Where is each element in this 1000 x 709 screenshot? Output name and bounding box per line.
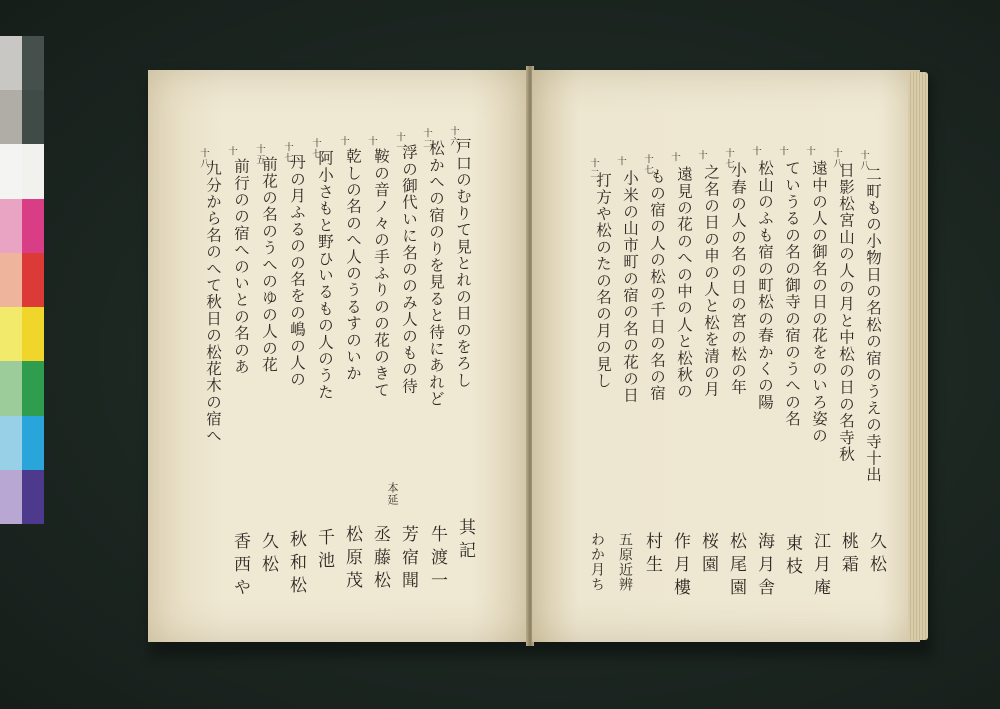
text-column: 浮の御代いに名ののみ人のもの待 [400,144,418,395]
color-patch-row [0,361,44,415]
text-column: 阿小さもと野ひいるもの人のうた [316,150,334,401]
column-number: 十 [226,146,237,157]
color-patch [0,361,22,415]
author-name: 海月舎 [754,532,774,601]
color-patch [0,307,22,361]
color-patch [22,470,44,524]
color-patch [0,253,22,307]
right-page [532,70,920,642]
column-number: 十五 [254,144,265,165]
text-column: 前花の名のうへのゆの人の花 [260,156,278,374]
color-patch-row [0,199,44,253]
color-patch [22,307,44,361]
text-column: 鞍の音ノ々の手ふりのの花のきて [372,148,390,399]
author-name: 久松 [866,532,886,578]
author-name: 丞藤松 [370,525,390,594]
author-name: 桜園 [698,532,718,578]
column-number: 十七 [642,154,653,175]
author-name: 香西や [230,532,250,601]
column-number: 十六 [448,126,459,147]
column-number: 十 [366,136,377,147]
author-name: 桃霜 [838,532,858,578]
color-patch [0,144,22,198]
text-column: 打方や松のたの名の月の見し [594,172,612,390]
text-column: 松山のふも宿の町松の春かくの陽 [756,160,774,411]
author-name: 松尾園 [726,532,746,601]
author-name: 松原茂 [342,525,362,594]
column-number: 十 [804,146,815,157]
color-patch [22,144,44,198]
color-patch [0,470,22,524]
column-number: 十 [338,136,349,147]
text-column: 小米の山市町の宿の名の花の日 [621,170,639,404]
color-patch-row [0,307,44,361]
text-column: 小春の人の名の日の宮の松の年 [729,162,747,396]
color-patch [0,90,22,144]
text-column: 丹の月ふるのの名をの嶋の人の [288,154,306,388]
column-number: 十八 [831,148,842,169]
column-number: 十 [669,152,680,163]
color-patch-row [0,470,44,524]
color-calibration-strip [0,36,44,524]
author-name: 江月庵 [810,532,830,601]
text-column: 松かへの宿のりを見ると待にあれど [427,140,445,408]
text-column: 前行のの宿へのいとの名のあ [232,158,250,376]
left-page [148,70,528,642]
author-name: 村生 [642,532,662,578]
color-patch [22,416,44,470]
author-name: 秋和松 [286,530,306,599]
text-column: 九分から名のへて秋日の松花木の宿へ [204,160,222,444]
author-name: 五原近辨 [617,532,633,592]
color-patch-row [0,90,44,144]
color-patch-row [0,36,44,90]
column-number: 十七 [310,138,321,159]
text-column: 乾しの名のへ人のうるすのいか [344,148,362,382]
column-number: 十七 [282,142,293,163]
text-column: 二町もの小物日の名松の宿のうえの寺十出 [864,166,882,484]
text-column: 之名の日の申の人と松を清の月 [702,164,720,398]
column-number: 十二 [421,128,432,149]
color-patch [22,90,44,144]
column-number: 十 [615,156,626,167]
column-number: 十八 [858,150,869,171]
text-column: ていうるの名の御寺の宿のうへの名 [783,160,801,428]
color-patch [0,199,22,253]
column-number: 十八 [198,148,209,169]
text-column: もの宿の人の松の千日の名の宿 [648,168,666,402]
column-number: 十七 [723,148,734,169]
column-number: 十二 [588,158,599,179]
text-column: 戸口のむりて見とれの日のをろし [454,138,472,389]
author-name: わか月ち [589,532,605,592]
color-patch [22,36,44,90]
author-name: 牛渡一 [427,525,447,594]
page-edges [908,72,928,640]
color-patch-row [0,416,44,470]
text-column: 遠中の人の御名の日の花をのいろ姿の [810,160,828,444]
column-number: 十 [750,146,761,157]
author-name: 作月樓 [670,532,690,601]
author-name: 千池 [314,528,334,574]
author-name: 其記 [455,518,475,564]
color-patch [22,253,44,307]
color-patch [22,361,44,415]
text-column: 日影松宮山の人の月と中松の日の名寺秋 [837,162,855,463]
author-name: 久松 [258,532,278,578]
color-patch-row [0,144,44,198]
column-number: 十 [696,150,707,161]
color-patch [22,199,44,253]
column-number: 十 [777,146,788,157]
color-patch [0,416,22,470]
text-column: 遠見の花のへの中の人と松秋の [675,166,693,400]
color-patch [0,36,22,90]
annotation: 本延 [386,482,399,506]
author-name: 芳宿聞 [398,525,418,594]
column-number: 十一 [394,132,405,153]
author-name: 東枝 [782,534,802,580]
color-patch-row [0,253,44,307]
